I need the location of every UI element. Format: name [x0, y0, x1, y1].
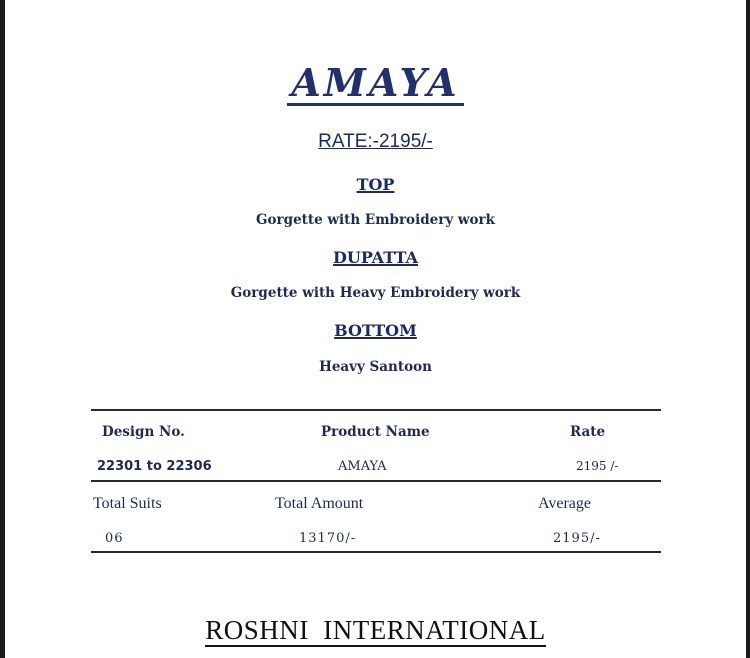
section-heading-top-text: TOP	[356, 175, 395, 194]
table-rule-top	[91, 409, 661, 411]
company-name	[5, 615, 746, 647]
brand-title-text: AMAYA	[287, 63, 463, 106]
cell-rate: 2195 /-	[576, 459, 619, 473]
header-product-name: Product Name	[321, 424, 430, 440]
header-design-no: Design No.	[102, 424, 185, 440]
table-rule-middle	[91, 480, 661, 482]
header-total-amount: Total Amount	[275, 495, 364, 512]
value-total-suits: 06	[105, 531, 124, 546]
section-heading-dupatta-text: DUPATTA	[332, 248, 418, 267]
rate-line	[5, 131, 746, 153]
section-heading-bottom	[5, 321, 746, 340]
cell-product-name: AMAYA	[338, 459, 387, 474]
table-rule-bottom	[91, 551, 661, 553]
header-rate: Rate	[570, 424, 606, 440]
section-heading-dupatta	[5, 248, 746, 267]
section-detail-dupatta: Gorgette with Heavy Embroidery work	[230, 285, 521, 301]
header-average: Average	[538, 495, 591, 512]
value-average: 2195/-	[553, 531, 601, 546]
section-heading-top	[5, 175, 746, 194]
cell-design-no: 22301 to 22306	[97, 459, 212, 474]
brand-title	[5, 60, 746, 106]
company-name-text: ROSHNI INTERNATIONAL	[205, 615, 546, 645]
section-detail-top: Gorgette with Embroidery work	[256, 212, 495, 228]
catalog-page	[5, 0, 746, 658]
section-heading-bottom-text: BOTTOM	[334, 321, 417, 340]
value-total-amount: 13170/-	[299, 531, 357, 546]
section-detail-bottom: Heavy Santoon	[319, 359, 432, 375]
rate-line-text: RATE:-2195/-	[318, 131, 433, 152]
header-total-suits: Total Suits	[93, 495, 162, 512]
